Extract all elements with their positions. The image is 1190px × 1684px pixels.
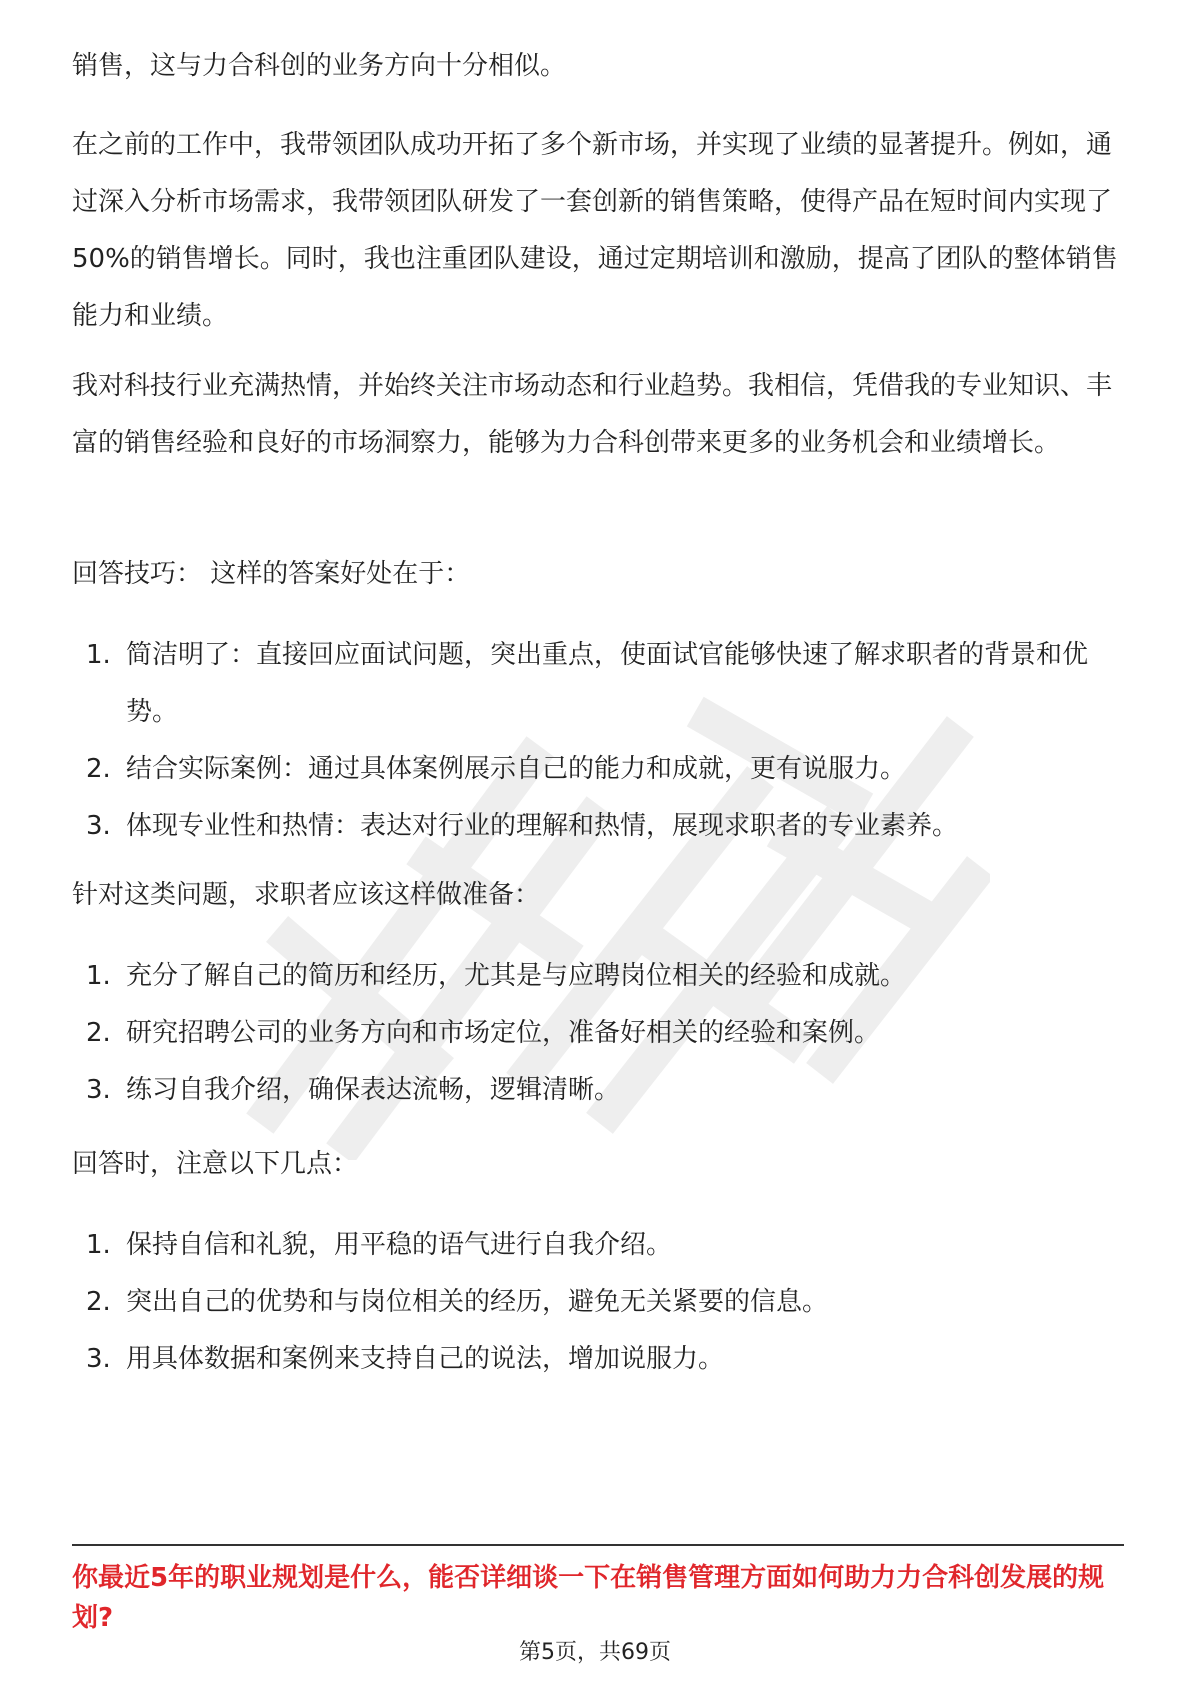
prep-heading: 针对这类问题，求职者应该这样做准备： — [72, 880, 541, 910]
next-question-heading: 你最近5年的职业规划是什么，能否详细谈一下在销售管理方面如何助力力合科创发展的规划? — [72, 1563, 1105, 1633]
list-item: 3. 体现专业性和热情：表达对行业的理解和热情，展现求职者的专业素养。 — [86, 811, 959, 841]
list-item: 2. 研究招聘公司的业务方向和市场定位，准备好相关的经验和案例。 — [86, 1018, 881, 1048]
list-item: 2. 结合实际案例：通过具体案例展示自己的能力和成就，更有说服力。 — [86, 754, 907, 784]
tips-heading: 回答技巧： 这样的答案好处在于： — [72, 559, 471, 589]
prep-list — [72, 948, 1122, 1119]
paragraph-intro-end: 销售，这与力合科创的业务方向十分相似。 — [72, 51, 567, 81]
list-item: 3. 用具体数据和案例来支持自己的说法，增加说服力。 — [86, 1344, 725, 1374]
tips-list — [72, 627, 1122, 855]
paragraph-experience: 在之前的工作中，我带领团队成功开拓了多个新市场，并实现了业绩的显著提升。例如，通过深入分析市场需求，我带领团队研发了一套创新的销售策略，使得产品在短时间内实现了50%的销售增长。同时，我也注重团队建设，通过定期培训和激励，提高了团队的整体销售能力和业绩。 — [72, 130, 1118, 331]
notes-heading: 回答时，注意以下几点： — [72, 1149, 359, 1179]
list-item: 1. 充分了解自己的简历和经历，尤其是与应聘岗位相关的经验和成就。 — [86, 961, 907, 991]
list-item: 1. 保持自信和礼貌，用平稳的语气进行自我介绍。 — [86, 1230, 673, 1260]
notes-list — [72, 1217, 1122, 1388]
paragraph-passion: 我对科技行业充满热情，并始终关注市场动态和行业趋势。我相信，凭借我的专业知识、丰富的销售经验和良好的市场洞察力，能够为力合科创带来更多的业务机会和业绩增长。 — [72, 371, 1113, 458]
page-number: 第5页，共69页 — [519, 1640, 671, 1665]
list-item: 1. 简洁明了：直接回应面试问题，突出重点，使面试官能够快速了解求职者的背景和优势。 — [86, 640, 1089, 727]
section-divider — [72, 1544, 1124, 1546]
list-item: 2. 突出自己的优势和与岗位相关的经历，避免无关紧要的信息。 — [86, 1287, 829, 1317]
list-item: 3. 练习自我介绍，确保表达流畅，逻辑清晰。 — [86, 1075, 621, 1105]
